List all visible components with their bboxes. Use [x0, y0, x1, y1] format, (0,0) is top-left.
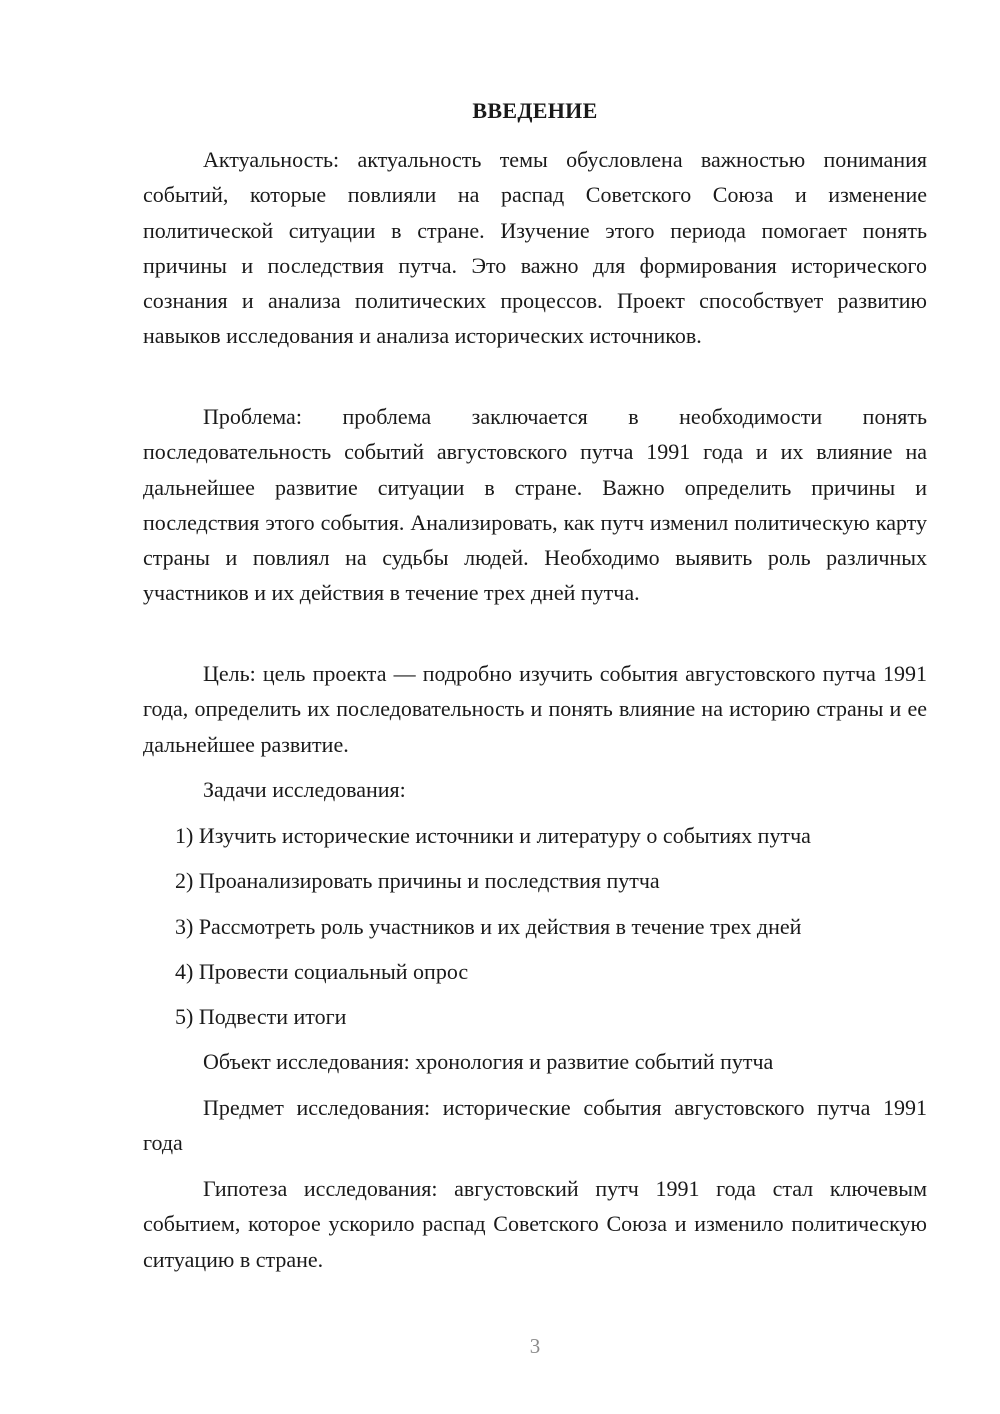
relevance-paragraph: Актуальность: актуальность темы обусловлена важностью понимания событий, которые повлияли на распад Советского Союза и изменение политической ситуации в стране. Изучение этого периода помогает понять причины и последствия путча. Это важно для формирования исторического сознания и анализа политических процессов. Проект способствует развитию навыков исследования и анализа исторических источников.: [143, 147, 927, 349]
hypothesis-paragraph: Гипотеза исследования: августовский путч 1991 года стал ключевым событием, которое ускорило распад Советского Союза и изменило политическую ситуацию в стране.: [143, 1176, 927, 1272]
goal-paragraph: Цель: цель проекта — подробно изучить события августовского путча 1991 года, определить их последовательность и понять влияние на историю страны и ее дальнейшее развитие.: [143, 661, 927, 757]
problem-paragraph: Проблема: проблема заключается в необходимости понять последовательность событий августовского путча 1991 года и их влияние на дальнейшее развитие ситуации в стране. Важно определить причины и последствия этого события. Анализировать, как путч изменил политическую карту страны и повлиял на судьбы людей. Необходимо выявить роль различных участников и их действия в течение трех дней путча.: [143, 404, 927, 606]
object-paragraph: Объект исследования: хронология и развитие событий путча: [203, 1049, 774, 1074]
task-item-5: 5) Подвести итоги: [175, 1004, 347, 1029]
task-item-3: 3) Рассмотреть роль участников и их действия в течение трех дней: [175, 914, 802, 939]
task-item-2: 2) Проанализировать причины и последствия путча: [175, 868, 660, 893]
page-title: ВВЕДЕНИЕ: [472, 98, 598, 123]
page-number: 3: [529, 1334, 541, 1358]
tasks-heading: Задачи исследования:: [203, 777, 406, 802]
subject-paragraph: Предмет исследования: исторические события августовского путча 1991 года: [143, 1095, 927, 1156]
task-item-4: 4) Провести социальный опрос: [175, 959, 469, 984]
task-item-1: 1) Изучить исторические источники и литературу о событиях путча: [175, 823, 811, 848]
